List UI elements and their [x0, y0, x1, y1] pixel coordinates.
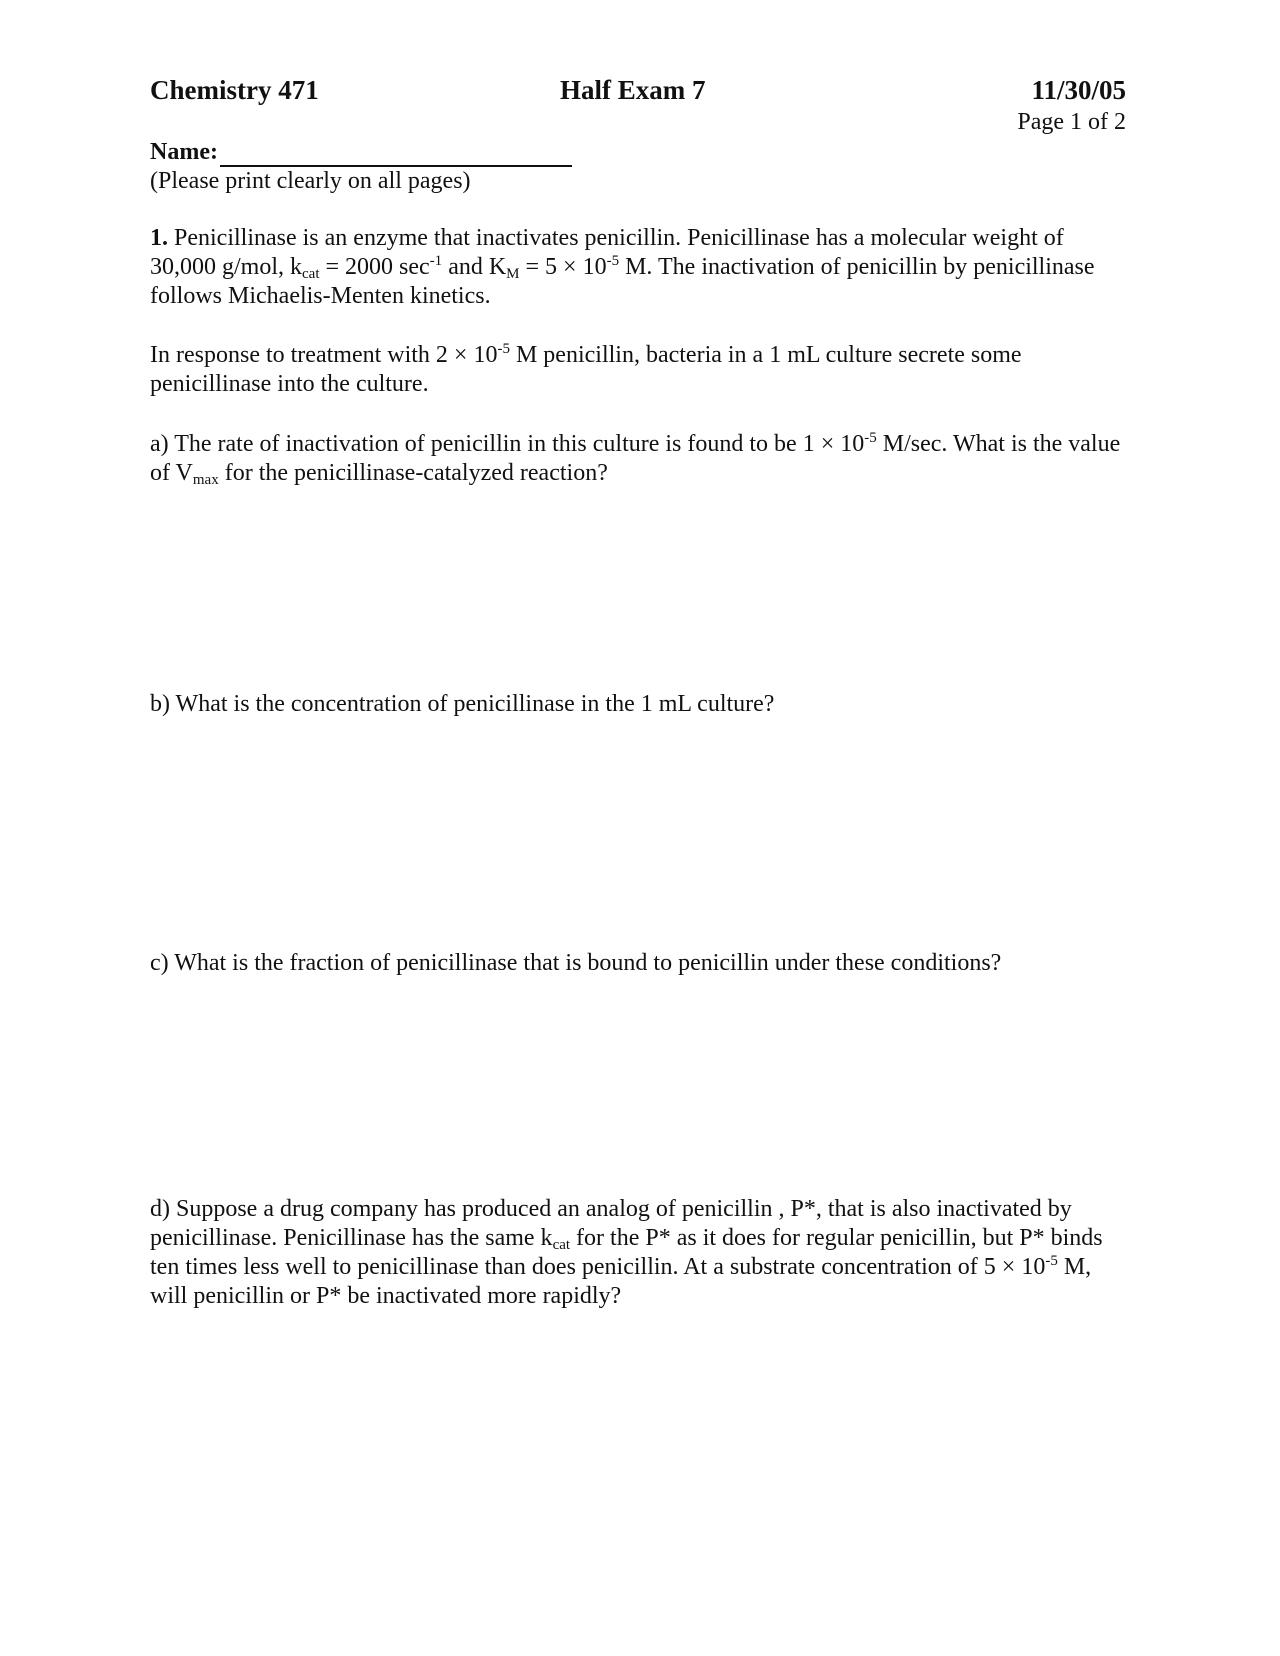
question-1-intro: 1. Penicillinase is an enzyme that inactivates penicillin. Penicillinase has a molecular weight of 30,000 g/mol, $k_{cat} = 2000$ $\sec^{-1}$ and $K_M = 5 \times 10^{-5}$ M. The inactivation of penicillin by penicillinase follows Michaelis-Menten kinetics. [150, 225, 1095, 309]
page-number: Page 1 of 2 [1017, 109, 1126, 135]
question-number: 1. [150, 225, 168, 251]
question-1d: d) Suppose a drug company has produced an analog of penicillin , P*, that is also inactivated by penicillinase. Penicillinase has the same $k_{cat}$ for the P* as it does for regular penicillin, but P* binds ten times less well to penicillinase than does penicillin. At a substrate concentration of $5 \times 10^{-5}$ M, will penicillin or P* be inactivated more rapidly? [150, 1196, 1103, 1309]
print-instruction: (Please print clearly on all pages) [150, 168, 471, 194]
exam-title: Half Exam 7 [560, 75, 706, 105]
exam-date: 11/30/05 [1031, 75, 1126, 105]
question-1a: a) The rate of inactivation of penicillin in this culture is found to be $1 \times 10^{-5}$ M/sec. What is the value of $V_{max}$ for the penicillinase-catalyzed reaction? [150, 430, 1121, 488]
name-blank-line [220, 141, 572, 167]
course-title: Chemistry 471 [150, 75, 319, 105]
question-1c: c) What is the fraction of penicillinase that is bound to penicillin under these conditions? [150, 950, 1002, 976]
question-1-setup: In response to treatment with $2 \times 10^{-5}$ M penicillin, bacteria in a 1 mL culture secrete some penicillinase into the culture. [150, 341, 1022, 397]
question-1b: b) What is the concentration of penicillinase in the 1 mL culture? [150, 691, 775, 717]
name-row [150, 138, 572, 167]
name-label: Name: [150, 139, 218, 165]
